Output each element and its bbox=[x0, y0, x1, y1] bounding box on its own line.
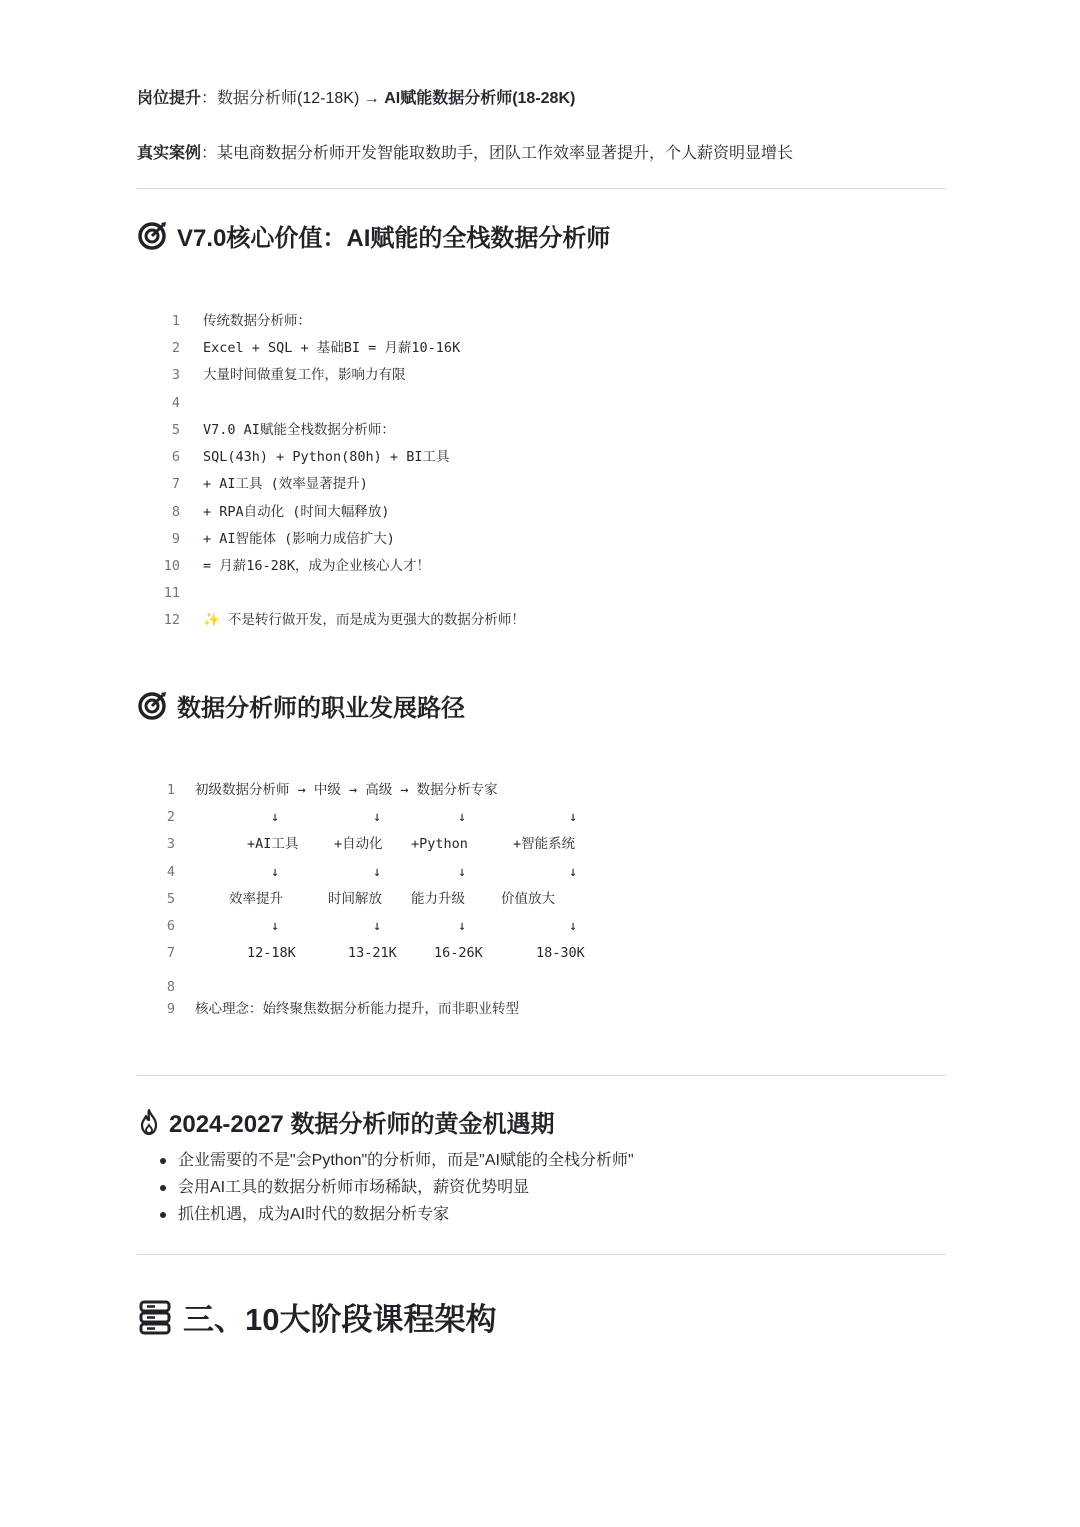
line-number: 4 bbox=[171, 395, 180, 411]
down-arrow-icon: ↓ bbox=[569, 864, 578, 880]
down-arrow-icon: ↓ bbox=[458, 918, 467, 934]
stack-icon bbox=[137, 1299, 173, 1335]
target-icon bbox=[137, 691, 167, 721]
down-arrow-icon: ↓ bbox=[373, 809, 382, 825]
divider bbox=[137, 188, 946, 189]
path-tool: +Python bbox=[411, 836, 468, 852]
promotion-sep: ： bbox=[201, 90, 218, 107]
divider bbox=[137, 1075, 946, 1076]
promotion-label: 岗位提升 bbox=[137, 90, 202, 107]
code-text: V7.0 AI赋能全栈数据分析师： bbox=[203, 422, 395, 438]
list-item-text: 企业需要的不是"会Python"的分析师，而是"AI赋能的全栈分析师" bbox=[178, 1152, 634, 1169]
code-text: 大量时间做重复工作，影响力有限 bbox=[203, 367, 406, 383]
line-number: 7 bbox=[171, 476, 180, 492]
down-arrow-icon: ↓ bbox=[271, 864, 280, 880]
line-number: 1 bbox=[171, 313, 180, 329]
case-sep: ： bbox=[201, 145, 218, 162]
path-tool: +自动化 bbox=[334, 836, 383, 852]
bullet bbox=[160, 1185, 166, 1191]
list-item bbox=[160, 1174, 634, 1201]
path-salary: 18-30K bbox=[536, 945, 585, 961]
line-number: 8 bbox=[166, 979, 175, 995]
core-code-block bbox=[160, 311, 860, 641]
section-course-heading bbox=[137, 1294, 496, 1339]
line-number: 8 bbox=[171, 504, 180, 520]
path-salary: 16-26K bbox=[434, 945, 483, 961]
section-course-title: 三、10大阶段课程架构 bbox=[183, 1302, 497, 1337]
line-number: 2 bbox=[171, 340, 180, 356]
code-text: + RPA自动化 (时间大幅释放) bbox=[203, 504, 390, 520]
down-arrow-icon: ↓ bbox=[271, 918, 280, 934]
divider bbox=[137, 1254, 946, 1255]
section-core-heading bbox=[137, 218, 610, 253]
line-number: 2 bbox=[166, 809, 175, 825]
section-path-heading bbox=[137, 688, 465, 723]
section-golden-title: 2024-2027 数据分析师的黄金机遇期 bbox=[169, 1111, 555, 1138]
line-number: 4 bbox=[166, 864, 175, 880]
code-text: + AI工具 (效率显著提升) bbox=[203, 476, 368, 492]
bullet bbox=[160, 1158, 166, 1164]
path-salary: 13-21K bbox=[348, 945, 397, 961]
down-arrow-icon: ↓ bbox=[458, 809, 467, 825]
case-text: 某电商数据分析师开发智能取数助手，团队工作效率显著提升，个人薪资明显增长 bbox=[217, 145, 794, 162]
line-number: 6 bbox=[166, 918, 175, 934]
promotion-from: 数据分析师(12-18K) → bbox=[217, 90, 385, 107]
line-number: 9 bbox=[166, 1001, 175, 1017]
promotion-to: AI赋能数据分析师(18-28K) bbox=[384, 90, 576, 107]
path-code-block bbox=[155, 780, 855, 1025]
path-effect: 能力升级 bbox=[411, 891, 465, 907]
line-number: 10 bbox=[163, 558, 180, 574]
golden-list bbox=[160, 1147, 634, 1228]
line-number: 6 bbox=[171, 449, 180, 465]
path-effect: 时间解放 bbox=[328, 891, 382, 907]
line-number: 1 bbox=[166, 782, 175, 798]
down-arrow-icon: ↓ bbox=[373, 864, 382, 880]
section-path-title: 数据分析师的职业发展路径 bbox=[177, 695, 465, 722]
path-effect: 效率提升 bbox=[229, 891, 283, 907]
list-item-text: 抓住机遇，成为AI时代的数据分析专家 bbox=[178, 1206, 450, 1223]
line-number: 12 bbox=[163, 612, 180, 628]
code-text: ✨ 不是转行做开发，而是成为更强大的数据分析师！ bbox=[203, 612, 525, 628]
down-arrow-icon: ↓ bbox=[373, 918, 382, 934]
line-number: 5 bbox=[171, 422, 180, 438]
path-salary: 12-18K bbox=[247, 945, 296, 961]
list-item bbox=[160, 1147, 634, 1174]
path-tool: +智能系统 bbox=[513, 836, 576, 852]
down-arrow-icon: ↓ bbox=[271, 809, 280, 825]
promotion-paragraph bbox=[137, 85, 575, 108]
path-stages: 初级数据分析师 → 中级 → 高级 → 数据分析专家 bbox=[195, 782, 498, 798]
code-text: Excel + SQL + 基础BI = 月薪10-16K bbox=[203, 340, 461, 356]
line-number: 5 bbox=[166, 891, 175, 907]
line-number: 3 bbox=[166, 836, 175, 852]
case-paragraph bbox=[137, 140, 793, 163]
down-arrow-icon: ↓ bbox=[569, 918, 578, 934]
bullet bbox=[160, 1212, 166, 1218]
down-arrow-icon: ↓ bbox=[569, 809, 578, 825]
core-idea: 核心理念：始终聚焦数据分析能力提升，而非职业转型 bbox=[195, 1001, 519, 1017]
line-number: 3 bbox=[171, 367, 180, 383]
code-text: = 月薪16-28K，成为企业核心人才！ bbox=[203, 558, 431, 574]
fire-icon bbox=[137, 1108, 161, 1136]
target-icon bbox=[137, 221, 167, 251]
section-core-title: V7.0核心价值：AI赋能的全栈数据分析师 bbox=[177, 225, 611, 252]
case-label: 真实案例 bbox=[137, 145, 202, 162]
path-effect: 价值放大 bbox=[501, 891, 555, 907]
path-tool: +AI工具 bbox=[247, 836, 299, 852]
code-text: SQL(43h) + Python(80h) + BI工具 bbox=[203, 449, 450, 465]
list-item bbox=[160, 1201, 634, 1228]
line-number: 9 bbox=[171, 531, 180, 547]
list-item-text: 会用AI工具的数据分析师市场稀缺，薪资优势明显 bbox=[178, 1179, 530, 1196]
section-golden-heading bbox=[137, 1104, 554, 1139]
line-number: 11 bbox=[163, 585, 180, 601]
line-number: 7 bbox=[166, 945, 175, 961]
code-text: 传统数据分析师： bbox=[203, 313, 311, 329]
down-arrow-icon: ↓ bbox=[458, 864, 467, 880]
code-text: + AI智能体 (影响力成倍扩大) bbox=[203, 531, 395, 547]
